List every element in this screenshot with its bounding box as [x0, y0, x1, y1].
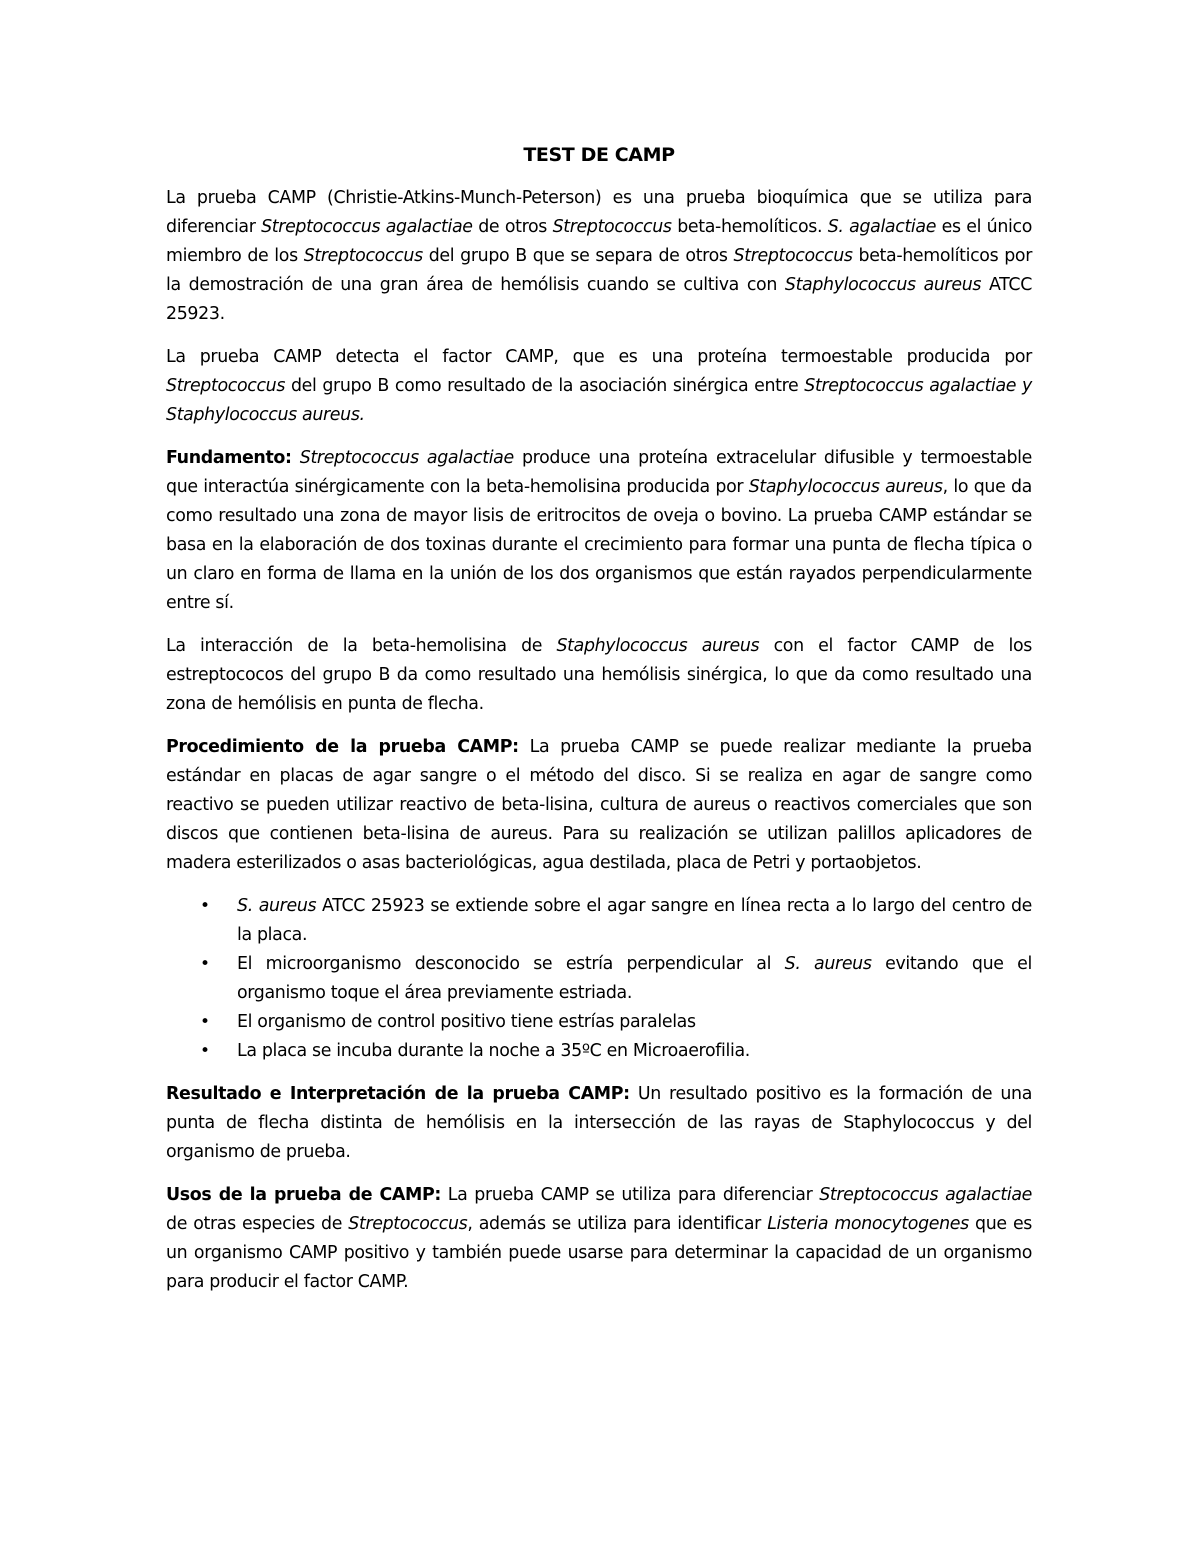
text-run: es el único miembro de los — [166, 217, 1032, 266]
fundamento-paragraph — [166, 444, 1032, 618]
usos-label: Usos de la prueba de CAMP: — [166, 1185, 441, 1205]
bullet-icon: • — [200, 896, 210, 916]
italic-text-run: Streptococcus — [552, 217, 672, 237]
bullet-icon: • — [200, 954, 210, 974]
procedure-steps-list — [166, 892, 1032, 1066]
procedure-step-text — [237, 1012, 696, 1032]
procedure-step-text — [237, 1041, 750, 1061]
italic-text-run: Streptococcus agalactiae — [299, 448, 514, 468]
procedimiento-label: Procedimiento de la prueba CAMP: — [166, 737, 519, 757]
fundamento-label: Fundamento: — [166, 448, 292, 468]
bullet-icon: • — [200, 1012, 210, 1032]
text-run: evitando que el organismo toque el área previamente estriada. — [237, 954, 1033, 1003]
italic-text-run: Staphylococcus aureus — [748, 477, 943, 497]
text-run: de otras especies de — [166, 1214, 349, 1234]
interaccion-paragraph — [166, 632, 1032, 719]
procedure-step — [166, 1037, 1032, 1066]
text-run: Un resultado positivo es la formación de una punta de flecha distinta de hemólisis en la intersección de las rayas de Staphylococcus y del organismo de prueba. — [166, 1084, 1032, 1162]
italic-text-run: Staphylococcus aureus — [784, 275, 982, 295]
text-run: La prueba CAMP se puede realizar mediante la prueba estándar en placas de agar sangre o el método del disco. Si se realiza en agar de sangre como reactivo se pueden utilizar reactivo de beta-lisina, cultura de aureus o reactivos comerciales que son discos que contienen beta-lisina de aureus. Para su realización se utilizan palillos aplicadores de madera esterilizados o asas bacteriológicas, agua destilada, placa de Petri y portaobjetos. — [166, 737, 1032, 873]
text-run: El organismo de control positivo tiene estrías paralelas — [237, 1012, 696, 1032]
resultado-paragraph — [166, 1080, 1032, 1167]
procedimiento-paragraph — [166, 733, 1032, 878]
usos-paragraph — [166, 1181, 1032, 1297]
italic-text-run: Listeria monocytogenes — [767, 1214, 969, 1234]
text-run: del grupo B que se separa de otros — [422, 246, 734, 266]
italic-text-run: Streptococcus agalactiae — [261, 217, 473, 237]
resultado-label: Resultado e Interpretación de la prueba CAMP: — [166, 1084, 630, 1104]
text-run: La prueba CAMP se utiliza para diferenciar — [440, 1185, 820, 1205]
italic-text-run: Streptococcus — [166, 376, 286, 396]
text-run: que es un organismo CAMP positivo y también puede usarse para determinar la capacidad de un organismo para producir el factor CAMP. — [166, 1214, 1032, 1292]
text-run: La prueba CAMP detecta el factor CAMP, que es una proteína termoestable producida por — [166, 347, 1032, 367]
text-run: , lo que da como resultado una zona de mayor lisis de eritrocitos de oveja o bovino. La prueba CAMP estándar se basa en la elaboración de dos toxinas durante el crecimiento para formar una punta de flecha típica o un claro en forma de llama en la unión de los dos organismos que están rayados perpendicularmente entre sí. — [166, 477, 1032, 613]
text-run: ATCC 25923 se extiende sobre el agar sangre en línea recta a lo largo del centro de la placa. — [237, 896, 1032, 945]
text-run: con el factor CAMP de los estreptococos del grupo B da como resultado una hemólisis sinérgica, lo que da como resultado una zona de hemólisis en punta de flecha. — [166, 636, 1032, 714]
text-run: ATCC 25923. — [166, 275, 1032, 324]
procedure-step — [166, 1008, 1032, 1037]
procedure-step — [166, 950, 1032, 1008]
italic-text-run: S. agalactiae — [827, 217, 937, 237]
procedure-step — [166, 892, 1032, 950]
bullet-icon: • — [200, 1041, 210, 1061]
text-run: produce una proteína extracelular difusible y termoestable que interactúa sinérgicamente con la beta-hemolisina producida por — [166, 448, 1032, 497]
text-run: de otros — [472, 217, 553, 237]
procedimiento-text — [166, 737, 1032, 873]
text-run: beta-hemolíticos. — [671, 217, 828, 237]
italic-text-run: Streptococcus — [733, 246, 853, 266]
fundamento-text — [166, 448, 1032, 613]
text-run: La placa se incuba durante la noche a 35ºC en Microaerofilia. — [237, 1041, 750, 1061]
italic-text-run: S. aureus — [237, 896, 317, 916]
camp-factor-paragraph — [166, 343, 1032, 430]
procedure-step-text — [237, 896, 1032, 945]
text-run — [292, 448, 300, 468]
procedure-step-text — [237, 954, 1032, 1003]
text-run: El microorganismo desconocido se estría perpendicular al — [237, 954, 785, 974]
text-run: , además se utiliza para identificar — [467, 1214, 768, 1234]
italic-text-run: S. aureus — [784, 954, 872, 974]
text-run: La prueba CAMP (Christie-Atkins-Munch-Peterson) es una prueba bioquímica que se utiliza para diferenciar — [166, 188, 1032, 237]
italic-text-run: Staphylococcus aureus — [556, 636, 760, 656]
intro-paragraph — [166, 184, 1032, 329]
italic-text-run: Streptococcus agalactiae y Staphylococcus aureus. — [166, 376, 1032, 425]
text-run: La interacción de la beta-hemolisina de — [166, 636, 557, 656]
italic-text-run: Streptococcus — [348, 1214, 468, 1234]
text-run: del grupo B como resultado de la asociación sinérgica entre — [285, 376, 805, 396]
text-run: beta-hemolíticos por la demostración de una gran área de hemólisis cuando se cultiva con — [166, 246, 1032, 295]
document-content — [166, 141, 1032, 1311]
document-title: TEST DE CAMP — [523, 144, 675, 166]
italic-text-run: Streptococcus agalactiae — [819, 1185, 1032, 1205]
italic-text-run: Streptococcus — [303, 246, 423, 266]
